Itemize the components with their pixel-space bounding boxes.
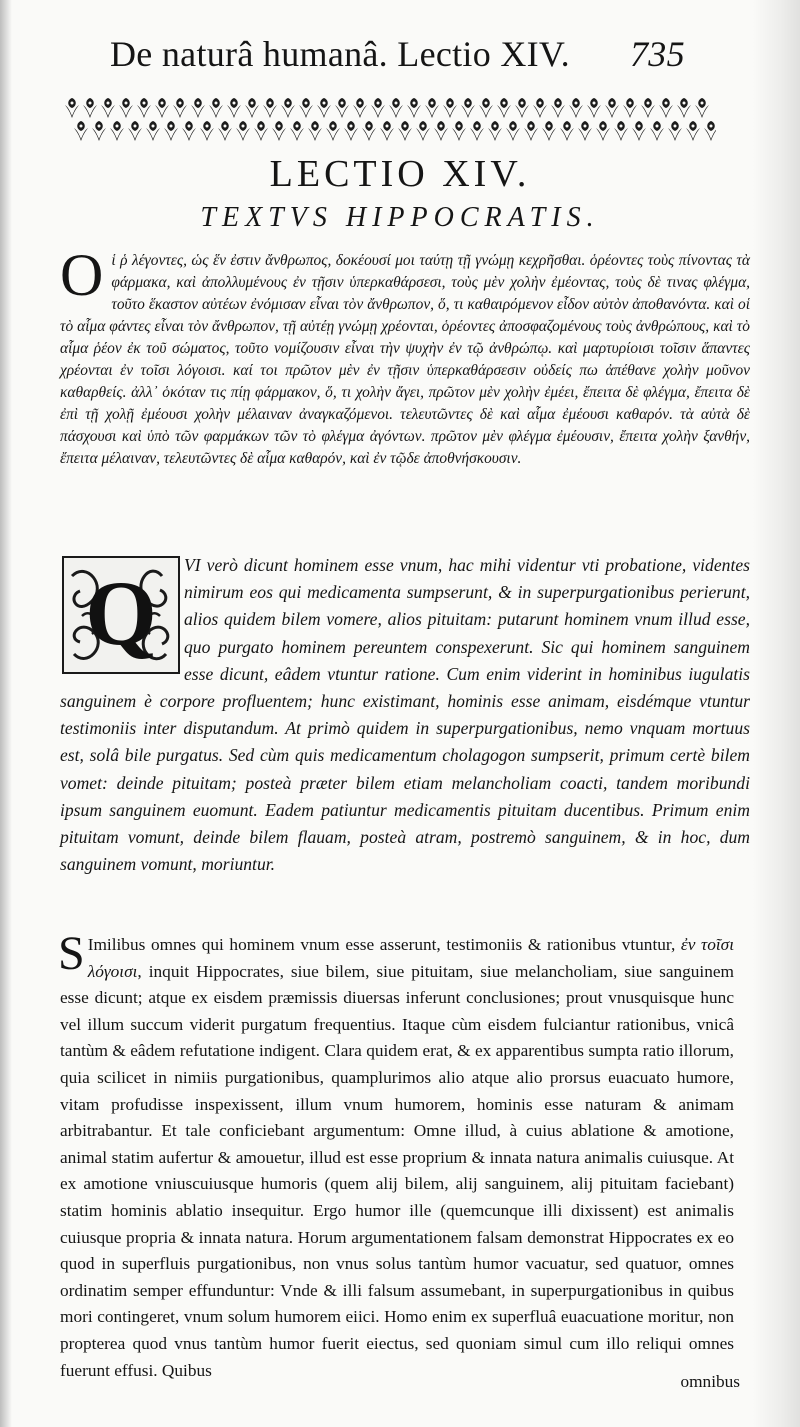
running-header: [110, 28, 690, 80]
greek-initial: O: [60, 242, 104, 308]
lectio-heading: LECTIO XIV.: [269, 153, 531, 195]
latin-translation-block: [60, 552, 750, 922]
commentary-paragraph: [58, 927, 734, 1380]
fleuron-band: [62, 96, 716, 142]
commentary-text-2: , inquit Hippocrates, siue bilem, siue pituitam, siue melancholiam, siue sanguinem esse dicunt; atque ex eisdem præmissis diuersas inferunt conclusiones; prout vnusquisque hunc vel illum succum viderit purgatum frequentius. Itaque cùm eisdem fulciantur rationibus, vnicâ tantùm & eâdem refutatione indigent. Clara quidem erat, & ex apparentibus sumpta ratio illorum, quia scilicet in nimiis purgationibus, quamplurimos alio atque alio prorsus euacuato humore, vitam profudisse inspexissent, illum vnum humorem, hominis esse naturam & animam arbitrabantur. Et tale conficiebant argumentum: Omne illud, à cuius ablatione & amotione, animal statim aufertur & amouetur, illud est esse proprium & innata natura animalis cuiusque. At ex amotione vniuscuiusque humoris (quem alij bilem, alij sanguinem, alij pituitam faciebant) statim hominis ablatio insequitur. Ergo humor ille (quemcunque illi dixissent) est animalis cuiusque propria & innata natura. Horum argumentationem falsam demonstrat Hippocrates ex eo quod in superfluis purgationibus, non vnus solus tantùm humor vacuatur, sed quatuor, omnes ordinatim semper effunduntur: Vnde & illi falsum assumebant, in superpurgationibus in quibus mori contingeret, vnum solum humorem eiici. Homo enim ex superfluâ euacuatione moritur, non propterea quod vnus tantùm humor fuerit eiectus, sed quoniam simul cum illo reliqui omnes fuerunt effusi. Quibus: [60, 961, 734, 1380]
running-title: De naturâ humanâ. Lectio XIV.: [110, 34, 570, 74]
catchword: omnibus: [680, 1372, 740, 1391]
greek-text-body: ἱ ῥ λέγοντες, ὡς ἕν ἐστιν ἄνθρωπος, δοκέουσί μοι ταύτῃ τῇ γνώμῃ κεχρῆσθαι. ὁρέοντες τοὺς πίνοντας τὰ φάρμακα, καὶ ἀπολλυμένους ἐν τῇσιν ὑπερκαθάρσεσι, τοὺς μὲν χολὴν ἐμέοντας, τοὺς δὲ τινας φλέγμα, τοῦτο ἕκαστον αὐτέων ἐνόμισαν εἶναι τὸν ἄνθρωπον, ὅ, τι καθαιρόμενον εἶδον αὐτὸν ἀποθανόντα. καὶ οἱ τὸ αἷμα φάντες εἶναι τὸν ἄνθρωπον, τῇ αὐτέῃ γνώμῃ χρέονται, ὁρέοντες ἀποσφαζομένους τοὺς ἀνθρώπους, καὶ τὸ αἷμα ῥέον ἐκ τοῦ σώματος, τοῦτο νομίζουσιν εἶναι τὴν ψυχὴν ἐν τῷ ἀνθρώπῳ. καὶ μαρτυρίοισι τοῖσιν ἅπαντες χρέονται ἐν τοῖσι λόγοισι. καί τοι πρῶτον μὲν ἐν τῇσιν ὑπερκαθάρσεσιν οὐδείς πω ἀπέθανε χολὴν μοῦνον καθαρθείς. ἀλλ᾽ ὁκόταν τις πίῃ φάρμακον, ὅ, τι χολὴν ἄγει, πρῶτον μὲν χολὴν ἐμέει, ἔπειτα δὲ φλέγμα, ἔπειτα δὲ ἐπὶ τῇ χολῇ ἐμέουσι χολὴν μέλαιναν ἀναγκαζόμενοι. τελευτῶντες δὲ καὶ αἷμα ἐμέουσι καθαρόν. τὰ αὐτὰ δὲ πάσχουσι καὶ ὑπὸ τῶν φαρμάκων τῶν τὸ φλέγμα ἀγόντων. πρῶτον μὲν φλέγμα ἐμέουσιν, ἔπειτα χολὴν ξανθήν, ἔπειτα μέλαιναν, τελευτῶντες δὲ αἷμα καθαρόν, καὶ ἐν τῷδε ἀποθνήσκουσιν.: [60, 252, 750, 467]
latin-text-body: VI verò dicunt hominem esse vnum, hac mihi videntur vti probatione, videntes nimirum eos qui medicamenta sumpserunt, & in superpurgationibus perierunt, alios quidem bilem vomere, alios pituitam: putarunt hominem vnum illud esse, quo purgato hominem pereuntem conspexerunt. Sic qui hominem sanguinem esse dicunt, eâdem vtuntur ratione. Cum enim viderint in hominibus iugulatis sanguinem è corpore profluentem; hunc existimant, hominis esse animam, eisdémque vtuntur testimoniis inter disputandum. At primò quidem in superpurgationibus, nemo vnquam mortuus est, solâ bile purgatus. Sed cùm quis medicamentum cholagogon sumpserit, primum certè bilem vomet: deinde pituitam; posteà præter bilem etiam melancholiam coacti, tandem moribundi ipsum sanguinem euomunt. Eadem patiuntur medicamentis pituitam ducentibus. Primum enim pituitam vomunt, deinde bilem flauam, posteà atram, postremò sanguinem, & in hoc, dum sanguinem vomunt, moriuntur.: [60, 555, 750, 875]
text-heading: TEXTVS HIPPOCRATIS.: [200, 202, 600, 233]
ornamental-initial: [62, 556, 180, 674]
commentary-text-1: Imilibus omnes qui hominem vnum esse asserunt, testimoniis & rationibus vtuntur,: [87, 935, 681, 954]
commentary-greek-phrase: ἐν τοῖσι λόγοισι: [87, 935, 734, 981]
commentary-initial: S: [58, 927, 85, 980]
greek-text-paragraph: [60, 242, 750, 532]
page-number: 735: [630, 34, 685, 74]
latin-initial: Q: [85, 562, 157, 664]
